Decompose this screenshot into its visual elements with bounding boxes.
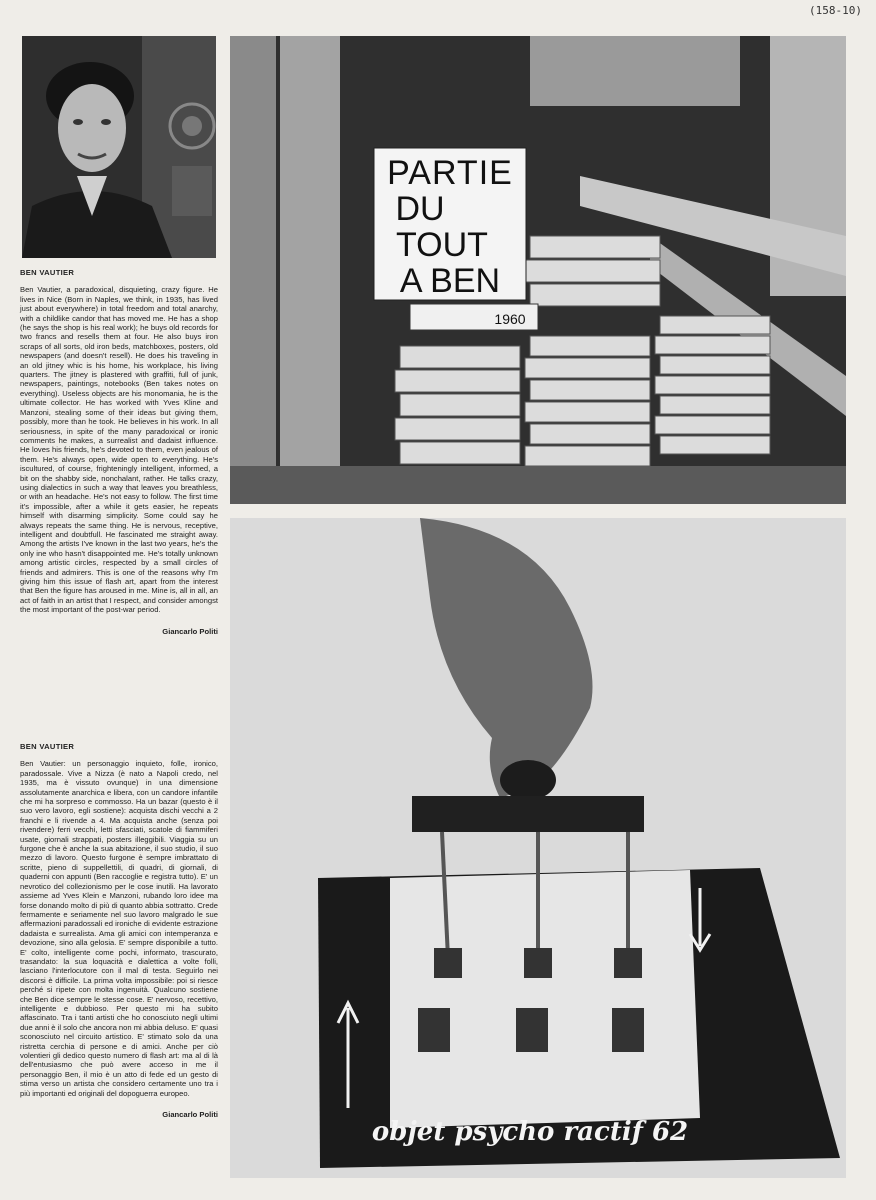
object-photo [230, 518, 846, 1178]
english-body: Ben Vautier, a paradoxical, disquieting, crazy figure. He lives in Nice (Born in Naples, we think, in 1935, has lived just about everywhere) in total freedom and total anarchy, with a childlike candor that has moved me. He has a shop (he says the shop is his real work); he buys old records for two francs and resells them at four. He also buys iron scraps of all sorts, old iron beds, matchboxes, posters, old newspapers (and doesn't resell). He does his traveling in an old jitney whic is his home, his workplace, his living quarters. The jitney is plastered with graffiti, full of junk, newspapers, paintings, notebooks (Ben takes notes on everything). Useless objects are his monomania, he is the ultimate collector. He has worked with Yves Kline and Manzoni, stealing some of their ideas but giving them, possibly, more than he took. He believes in his work. In all seriousness, in spite of the many paradoxical or ironic comments he makes, a surrealist and dadaist influence. He loves his friends, he's devoted to them, even jealous of them. He's always open, wide open to everything. He's iscultured, of course, frighteningly intelligent, informed, a bit on the shabby side, nonchalant, rather. He talks crazy, using dialectics in such a way that leaves you breathless, or with an headache. He's not easy to follow. The first time it's impossible, after a while it gets easier, he repeats himself with disarming simplicity. Some could say he always repeats the same thing. He is nervous, receptive, intelligent and doubtfull. He fascinated me straight away. Among the artists I've known in the last two years, he's the only ine who hasn't disappointed me. He's totally unknown among artistic circles, respected by a small circles of friends and admirers. This is one of the reasons why I'm giving him this issue of flash art, apart from the interest that Ben the figure has aroused in me. Mine is, all in all, an act of faith in an artist that I respect, and consider amongst the most important of the post-war period. [20, 285, 218, 615]
italian-article [20, 742, 218, 1119]
page-number: (158-10) [809, 4, 862, 17]
english-heading: BEN VAUTIER [20, 268, 75, 277]
sign-line-2: DU [395, 190, 445, 228]
sign-line-4: A BEN [399, 262, 501, 300]
object-caption: objet psycho ractif 62 [371, 1117, 689, 1147]
sign-line-1: PARTIE [387, 154, 513, 192]
italian-signature: Giancarlo Politi [162, 1110, 218, 1120]
portrait-photo [22, 36, 216, 258]
sign-photo [230, 36, 846, 504]
sign-year: 1960 [494, 311, 526, 327]
italian-heading: BEN VAUTIER [20, 742, 75, 751]
english-article [20, 268, 218, 636]
italian-body: Ben Vautier: un personaggio inquieto, folle, ironico, paradossale. Vive a Nizza (è nato a Napoli credo, nel 1935, ma è vissuto ovunque) in una dimensione assolutamente anarchica e libera, con un candore infantile che mi ha sorpreso e commosso. Ha un bazar (questo è il suo vero lavoro, egli sostiene): acquista dischi vecchi a 2 franchi e li rivende a 4. Ma acquista anche (senza poi rivendere) ferri vecchi, letti sfasciati, scatole di fiammiferi usate, giornali strappati, posters illeggibili. Viaggia su un furgone che è anche la sua abitazione, il suo studio, il suo mezzo di lavoro. Questo furgone è sempre imbrattato di scritte, pieno di suppellettili, di quadri, di giornali, di quaderni con appunti (Ben raccoglie e registra tutto). E' un nevrotico del collezionismo per le cose inutili. Ha lavorato assieme ad Yves Klein e Manzoni, rubando loro idee ma forse donando molto di più di quanto abbia sottratto. Crede fermamente e seriamente nel suo lavoro malgrado le sue affermazioni paradossali ed ironiche di evidente estrazione dadaista e surrealista. Ama gli amici con intemperanza e devozione, sino alla gelosia. E' sempre disponibile a tutto. E' colto, intelligente come pochi, informato, trascurato, trasandato: la sua loquacità e dialettica a volte folli, lasciano l'interlocutore con il mal di testa. Seguirlo nei discorsi è difficile. La prima volta impossibile: poi si riesce perché si ripete con molta ingenuità. Qualcuno sostiene che Ben dice sempre le stesse cose. E' nervoso, recettivo, intelligente e dubbioso. Per questo mi ha subito affascinato. Tra i tanti artisti che ho conosciuto negli ultimi due anni è il solo che ancora non mi abbia deluso. E' quasi sconosciuto nel circuito artistico. E' stimato solo da una ristretta cerchia di persone e di amici. Anche per ciò volentieri gli dedico questo numero di flash art: ma al di là dell'entusiasmo che può avere acceso in me il personaggio Ben, il mio è un atto di fede ed un gesto di stima verso un artista che considero certamente uno tra i più importanti ed originali del dopoguerra europeo. [20, 759, 218, 1098]
sign-line-3: TOUT [396, 226, 488, 264]
english-signature: Giancarlo Politi [162, 626, 218, 636]
